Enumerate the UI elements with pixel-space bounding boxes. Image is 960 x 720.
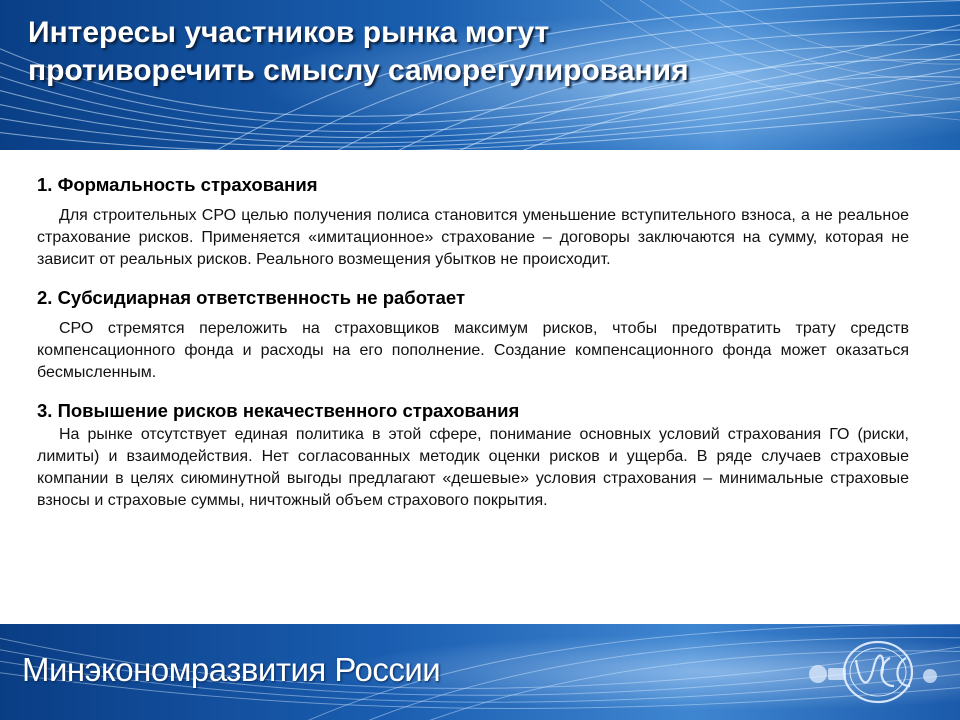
section-subsidiary-liability bbox=[37, 285, 909, 384]
section-heading: 3. Повышение рисков некачественного страхования bbox=[37, 400, 520, 421]
section-paragraph: СРО стремятся переложить на страховщиков максимум рисков, чтобы предотвратить трату средств компенсационного фонда и расходы на его пополнение. Создание компенсационного фонда может оказаться бесмысленным. bbox=[37, 320, 909, 381]
slide-title-line-2: противоречить смыслу саморегулирования bbox=[28, 54, 689, 87]
section-poor-insurance-risks bbox=[37, 398, 909, 512]
slide-title bbox=[28, 14, 928, 90]
ministry-name: Минэкономразвития России bbox=[22, 651, 441, 688]
ministry-monogram-emblem-icon bbox=[798, 630, 948, 710]
slide-content bbox=[37, 172, 909, 526]
header-banner bbox=[0, 0, 960, 150]
section-paragraph: Для строительных СРО целью получения полиса становится уменьшение вступительного взноса, а не реальное страхование рисков. Применяется «имитационное» страхование – договоры заключаются на сумму, которая не зависит от реальных рисков. Реального возмещения убытков не происходит. bbox=[37, 207, 909, 268]
section-formal-insurance bbox=[37, 172, 909, 271]
section-paragraph: На рынке отсутствует единая политика в этой сфере, понимание основных условий страхования ГО (риски, лимиты) и взаимодействия. Нет согласованных методик оценки рисков и ущерба. В ряде случаев страховые компании в целях сиюминутной выгоды предлагают «дешевые» условия страхования – минимальные страховые взносы и страховые суммы, ничтожный объем страхового покрытия. bbox=[37, 426, 909, 509]
slide-title-line-1: Интересы участников рынка могут bbox=[28, 16, 550, 49]
section-heading: 1. Формальность страхования bbox=[37, 174, 318, 195]
section-heading: 2. Субсидиарная ответственность не работает bbox=[37, 287, 466, 308]
